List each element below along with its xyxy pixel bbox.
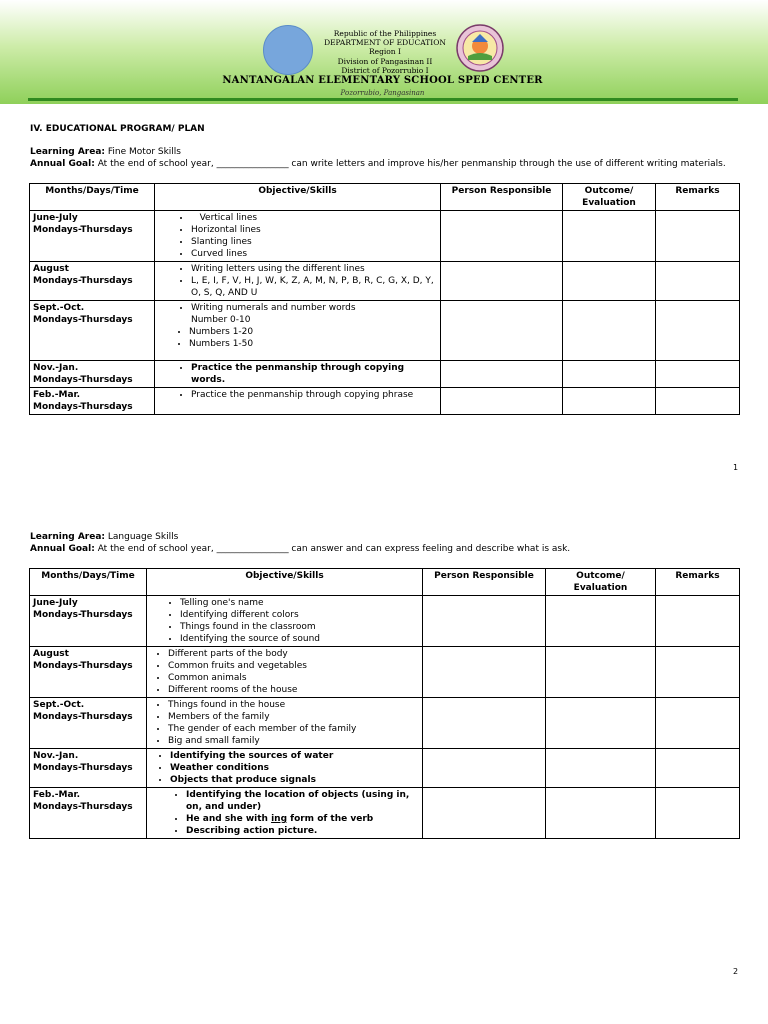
learning-area-value: Language Skills [107,532,179,542]
table-row [30,211,740,262]
person-responsible-cell [441,211,563,262]
skills-cell [155,361,441,388]
skill-item: • Describing action picture. [186,825,419,837]
skill-item: • Telling one's name [180,597,419,609]
table-row [30,788,740,839]
outcome-cell [546,596,656,647]
person-responsible-cell [423,788,546,839]
outcome-cell [563,211,656,262]
period-cell [30,361,155,388]
header-line: Division of Pangasinan II [337,56,433,66]
skill-item: • Identifying the location of objects (using in, on, and under) [186,789,419,813]
column-header: Remarks [656,184,740,211]
period-months: June-July [33,598,78,608]
outcome-cell [563,262,656,301]
remarks-cell [656,301,740,361]
table-row [30,749,740,788]
letterhead-lines [290,29,480,75]
outcome-cell [546,698,656,749]
outcome-cell [563,388,656,415]
table-row [30,301,740,361]
outcome-cell [546,647,656,698]
remarks-cell [656,788,740,839]
annual-goal-value: At the end of school year, ________________ can write letters and improve his/her penmanship through the use of different writing materials. [97,159,726,169]
period-months: Sept.-Oct. [33,303,85,313]
table-row [30,388,740,415]
person-responsible-cell [423,647,546,698]
column-header: Objective/Skills [147,569,423,596]
column-header: Person Responsible [441,184,563,211]
skill-item: • Writing numerals and number words [191,302,437,314]
skill-item: • Common animals [168,672,419,684]
skill-item: • Different rooms of the house [168,684,419,696]
skills-cell [147,788,423,839]
skills-cell [155,301,441,361]
skill-item: • Vertical lines [191,212,437,224]
period-months: Feb.-Mar. [33,790,81,800]
remarks-cell [656,596,740,647]
page-number: 1 [733,463,739,472]
remarks-cell [656,211,740,262]
period-months: August [33,264,69,274]
page-number: 2 [733,967,739,976]
period-days: Mondays-Thursdays [33,763,133,773]
skill-item: • Things found in the classroom [180,621,419,633]
plan-table-fine-motor [29,183,740,415]
skill-item: • Identifying different colors [180,609,419,621]
column-header: Remarks [656,569,740,596]
skill-item: • Weather conditions [170,762,419,774]
header-line: DEPARTMENT OF EDUCATION [324,38,446,48]
person-responsible-cell [423,596,546,647]
remarks-cell [656,388,740,415]
person-responsible-cell [441,262,563,301]
person-responsible-cell [423,749,546,788]
skill-item: • Curved lines [191,248,437,260]
skills-cell [147,698,423,749]
verb-text: He and she with [186,814,272,824]
outcome-cell [563,301,656,361]
skill-item: • Things found in the house [168,699,419,711]
verb-suffix: ing [271,814,288,824]
skills-cell [155,262,441,301]
period-days: Mondays-Thursdays [33,315,133,325]
person-responsible-cell [423,698,546,749]
period-days: Mondays-Thursdays [33,402,133,412]
skill-item: • Numbers 1-50 [189,338,437,350]
period-cell [30,262,155,301]
skills-cell [155,388,441,415]
person-responsible-cell [441,301,563,361]
skill-subline: Number 0-10 [191,315,251,325]
annual-goal-label: Annual Goal: [30,544,95,554]
header-line: Region I [369,47,401,57]
skill-item: • Different parts of the body [168,648,419,660]
skill-item: • Practice the penmanship through copying phrase [191,389,437,401]
verb-text: form of the verb [287,814,374,824]
school-name: NANTANGALAN ELEMENTARY SCHOOL SPED CENTER [222,75,543,86]
period-months: August [33,649,69,659]
column-header: Months/Days/Time [30,569,147,596]
table-row [30,647,740,698]
period-months: Sept.-Oct. [33,700,85,710]
remarks-cell [656,262,740,301]
table-row [30,596,740,647]
skills-cell [147,596,423,647]
period-days: Mondays-Thursdays [33,802,133,812]
remarks-cell [656,361,740,388]
remarks-cell [656,647,740,698]
person-responsible-cell [441,361,563,388]
skill-item: • Members of the family [168,711,419,723]
column-header: Outcome/ Evaluation [563,184,656,211]
annual-goal-line [30,159,726,169]
period-cell [30,301,155,361]
remarks-cell [656,749,740,788]
period-days: Mondays-Thursdays [33,276,133,286]
learning-area-value: Fine Motor Skills [107,147,181,157]
table-row [30,361,740,388]
plan-table-language [29,568,740,839]
column-header: Outcome/ Evaluation [546,569,656,596]
learning-area-line [30,147,181,157]
period-months: Nov.-Jan. [33,751,79,761]
period-days: Mondays-Thursdays [33,225,133,235]
section-title: IV. EDUCATIONAL PROGRAM/ PLAN [30,124,205,134]
period-cell [30,596,147,647]
skill-item: • L, E, I, F, V, H, J, W, K, Z, A, M, N, P, B, R, C, G, X, D, Y, O, S, Q, AND U [191,275,437,299]
period-days: Mondays-Thursdays [33,712,133,722]
column-header: Person Responsible [423,569,546,596]
skill-item: • Big and small family [168,735,419,747]
period-days: Mondays-Thursdays [33,610,133,620]
skills-cell [155,211,441,262]
skill-item: • Horizontal lines [191,224,437,236]
table-row [30,698,740,749]
period-cell [30,211,155,262]
learning-area-line [30,532,178,542]
period-months: Feb.-Mar. [33,390,81,400]
skill-item: • Writing letters using the different lines [191,263,437,275]
annual-goal-value: At the end of school year, ________________ can answer and can express feeling and describe what is ask. [97,544,571,554]
table-header-row [30,184,740,211]
period-months: June-July [33,213,78,223]
skill-item: • Identifying the sources of water [170,750,419,762]
period-cell [30,749,147,788]
skills-cell [147,749,423,788]
header-divider [28,98,738,101]
skill-item: • Identifying the source of sound [180,633,419,645]
outcome-cell [546,788,656,839]
header-line: District of Pozorrubio I [341,65,429,75]
column-header: Objective/Skills [155,184,441,211]
remarks-cell [656,698,740,749]
learning-area-label: Learning Area: [30,147,106,157]
outcome-cell [563,361,656,388]
learning-area-label: Learning Area: [30,532,106,542]
annual-goal-label: Annual Goal: [30,159,95,169]
skill-item: • Practice the penmanship through copying words. [191,362,437,386]
skill-item: • The gender of each member of the family [168,723,419,735]
skill-item: • Objects that produce signals [170,774,419,786]
period-cell [30,388,155,415]
skill-item: • Numbers 1-20 [189,326,437,338]
period-cell [30,647,147,698]
annual-goal-line [30,544,570,554]
table-row [30,262,740,301]
period-cell [30,698,147,749]
period-cell [30,788,147,839]
skills-cell [147,647,423,698]
column-header: Months/Days/Time [30,184,155,211]
skill-item [186,813,419,825]
header-line: Republic of the Philippines [333,29,437,38]
period-days: Mondays-Thursdays [33,661,133,671]
person-responsible-cell [441,388,563,415]
skill-item: • Common fruits and vegetables [168,660,419,672]
school-location: Pozorrubio, Pangasinan [340,89,425,97]
table-header-row [30,569,740,596]
period-months: Nov.-Jan. [33,363,79,373]
outcome-cell [546,749,656,788]
period-days: Mondays-Thursdays [33,375,133,385]
skill-item: • Slanting lines [191,236,437,248]
